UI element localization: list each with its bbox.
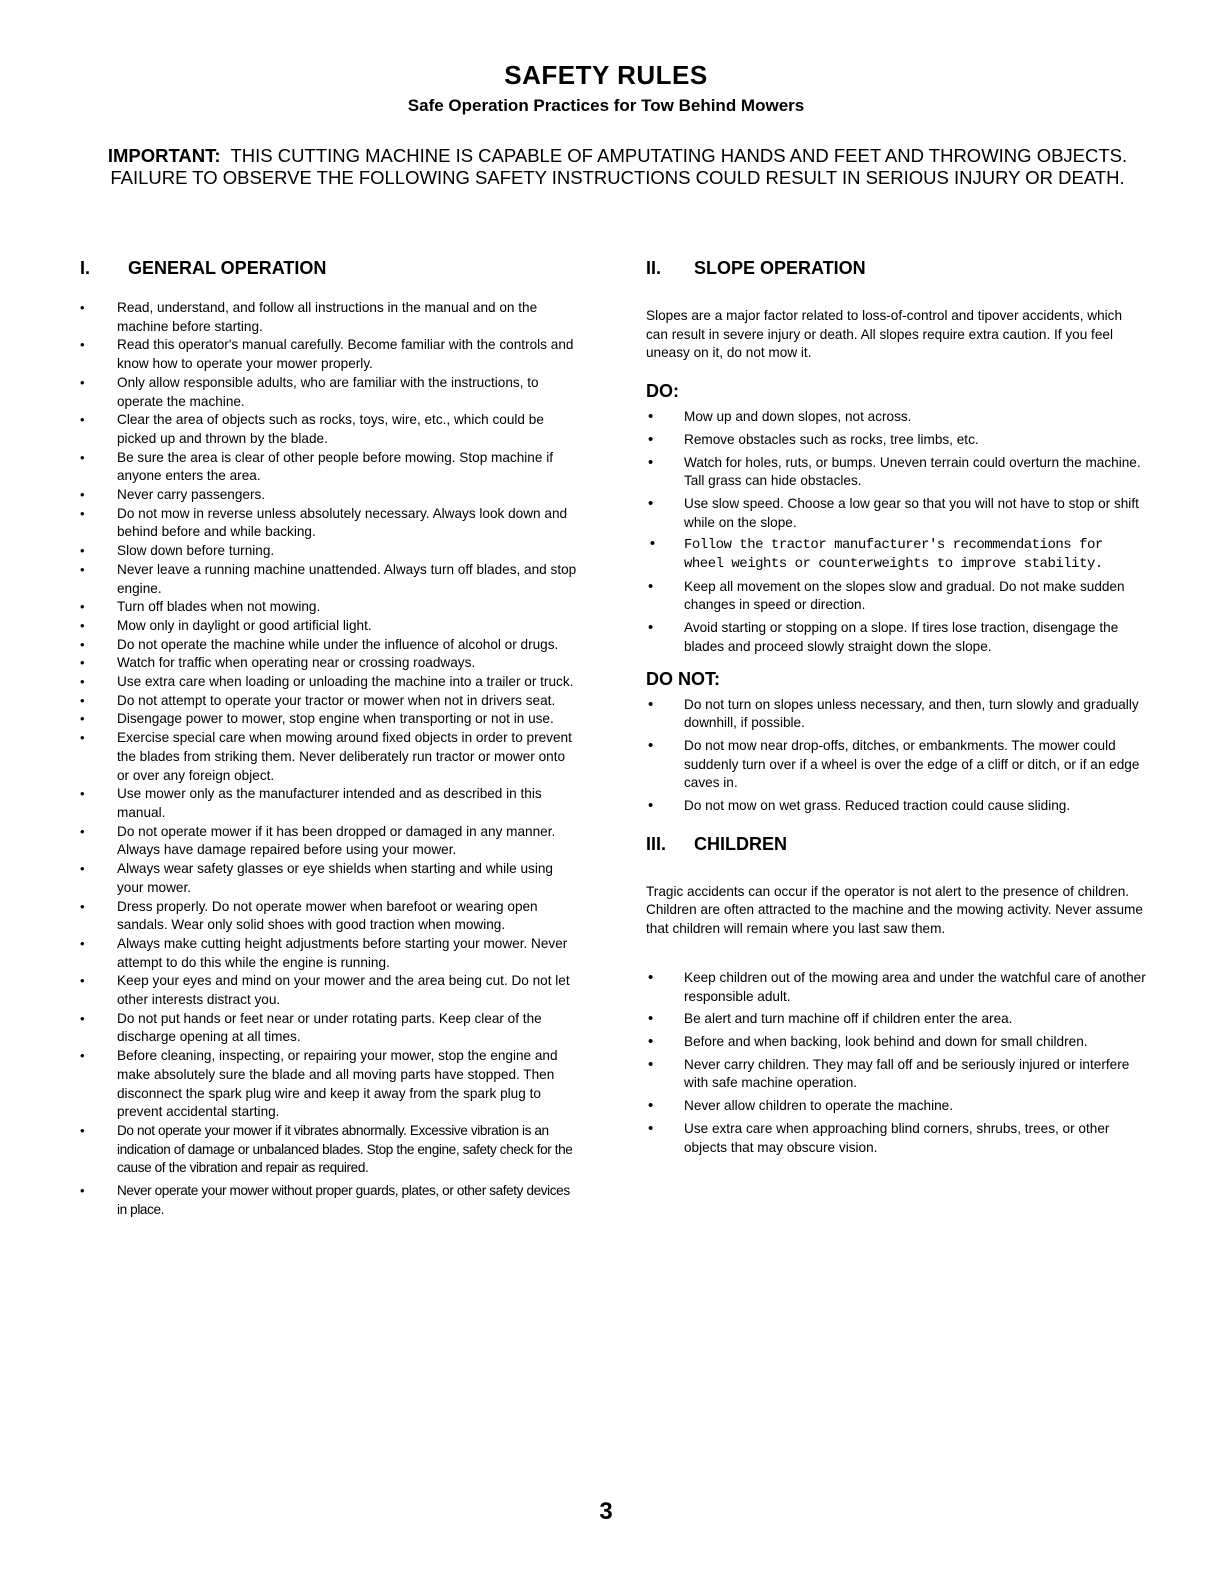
children-list <box>646 969 1146 1157</box>
list-item: • Do not mow on wet grass. Reduced traction could cause sliding. <box>646 797 1146 816</box>
slope-operation-section <box>646 258 1146 816</box>
list-item: • Avoid starting or stopping on a slope. If tires lose traction, disengage the blades and proceed slowly straight down the slope. <box>646 619 1146 656</box>
list-item: • Always wear safety glasses or eye shields when starting and while using your mower. <box>80 860 580 897</box>
list-item: • Only allow responsible adults, who are familiar with the instructions, to operate the machine. <box>80 374 580 411</box>
list-item: • Exercise special care when mowing around fixed objects in order to prevent the blades from striking them. Never deliberately run tractor or mower onto or over any foreign object. <box>80 729 580 785</box>
do-list <box>646 408 1146 656</box>
section-heading-slope <box>646 258 1146 279</box>
list-item: • Never carry passengers. <box>80 486 580 505</box>
list-item: • Always make cutting height adjustments before starting your mower. Never attempt to do this while the engine is running. <box>80 935 580 972</box>
general-operation-list <box>80 299 580 1219</box>
list-item: • Use mower only as the manufacturer intended and as described in this manual. <box>80 785 580 822</box>
list-item: • Clear the area of objects such as rocks, toys, wire, etc., which could be picked up and thrown by the blade. <box>80 411 580 448</box>
important-warning <box>95 145 1140 189</box>
list-item: • Do not mow near drop-offs, ditches, or embankments. The mower could suddenly turn over if a wheel is over the edge of a cliff or ditch, or if an edge caves in. <box>646 737 1146 793</box>
list-item: • Do not attempt to operate your tractor or mower when not in drivers seat. <box>80 692 580 711</box>
list-item: • Keep children out of the mowing area and under the watchful care of another responsible adult. <box>646 969 1146 1006</box>
list-item: • Do not mow in reverse unless absolutely necessary. Always look down and behind before and while backing. <box>80 505 580 542</box>
list-item: • Read, understand, and follow all instructions in the manual and on the machine before starting. <box>80 299 580 336</box>
list-item: • Dress properly. Do not operate mower when barefoot or wearing open sandals. Wear only solid shoes with good traction when mowing. <box>80 898 580 935</box>
section-heading-children <box>646 834 1146 855</box>
list-item: • Disengage power to mower, stop engine when transporting or not in use. <box>80 710 580 729</box>
list-item: • Keep your eyes and mind on your mower and the area being cut. Do not let other interests distract you. <box>80 972 580 1009</box>
list-item: • Follow the tractor manufacturer's recommendations for wheel weights or counterweights to improve stability. <box>646 536 1146 573</box>
list-item: • Do not put hands or feet near or under rotating parts. Keep clear of the discharge opening at all times. <box>80 1010 580 1047</box>
section-number: I. <box>80 258 91 278</box>
do-not-list <box>646 696 1146 816</box>
list-item: • Do not operate the machine while under the influence of alcohol or drugs. <box>80 636 580 655</box>
section-title: CHILDREN <box>694 833 787 854</box>
list-item: • Do not operate your mower if it vibrates abnormally. Excessive vibration is an indication of damage or unbalanced blades. Stop the engine, safety check for the cause of the vibration and repair as required. <box>80 1122 580 1178</box>
list-item: • Use extra care when approaching blind corners, shrubs, trees, or other objects that may obscure vision. <box>646 1120 1146 1157</box>
page-number: 3 <box>599 1498 613 1525</box>
important-text: THIS CUTTING MACHINE IS CAPABLE OF AMPUTATING HANDS AND FEET AND THROWING OBJECTS. FAILURE TO OBSERVE THE FOLLOWING SAFETY INSTRUCTIONS COULD RESULT IN SERIOUS INJURY OR DEATH. <box>110 145 1128 188</box>
list-item: • Never operate your mower without proper guards, plates, or other safety devices in place. <box>80 1182 580 1219</box>
list-item: • Never leave a running machine unattended. Always turn off blades, and stop engine. <box>80 561 580 598</box>
list-item: • Be sure the area is clear of other people before mowing. Stop machine if anyone enters the area. <box>80 449 580 486</box>
list-item: • Watch for holes, ruts, or bumps. Uneven terrain could overturn the machine. Tall grass can hide obstacles. <box>646 454 1146 491</box>
list-item: • Mow only in daylight or good artificial light. <box>80 617 580 636</box>
list-item: • Before and when backing, look behind and down for small children. <box>646 1033 1146 1052</box>
page-title: SAFETY RULES <box>504 60 708 90</box>
list-item: • Use extra care when loading or unloading the machine into a trailer or truck. <box>80 673 580 692</box>
list-item: • Before cleaning, inspecting, or repairing your mower, stop the engine and make absolutely sure the blade and all moving parts have stopped. Then disconnect the spark plug wire and keep it away from the spark plug to prevent accidental starting. <box>80 1047 580 1122</box>
section-number: III. <box>646 833 667 854</box>
list-item: • Do not turn on slopes unless necessary, and then, turn slowly and gradually downhill, if possible. <box>646 696 1146 733</box>
list-item: • Turn off blades when not mowing. <box>80 598 580 617</box>
important-label: IMPORTANT: <box>107 145 221 166</box>
list-item: • Keep all movement on the slopes slow and gradual. Do not make sudden changes in speed or direction. <box>646 578 1146 615</box>
slope-intro: Slopes are a major factor related to loss-of-control and tipover accidents, which can result in severe injury or death. All slopes require extra caution. If you feel uneasy on it, do not mow it. <box>646 308 1123 361</box>
do-not-heading: DO NOT: <box>646 668 720 689</box>
list-item: • Slow down before turning. <box>80 542 580 561</box>
page-subtitle: Safe Operation Practices for Tow Behind Mowers <box>407 96 805 115</box>
list-item: • Do not operate mower if it has been dropped or damaged in any manner. Always have damage repaired before using your mower. <box>80 823 580 860</box>
children-intro: Tragic accidents can occur if the operator is not alert to the presence of children. Children are often attracted to the machine and the mowing activity. Never assume that children will remain where you last saw them. <box>646 883 1143 937</box>
list-item: • Remove obstacles such as rocks, tree limbs, etc. <box>646 431 1146 450</box>
right-column <box>646 258 1146 1161</box>
list-item: • Watch for traffic when operating near or crossing roadways. <box>80 654 580 673</box>
list-item: • Never allow children to operate the machine. <box>646 1097 1146 1116</box>
general-operation-section <box>80 258 580 1219</box>
section-heading-general <box>80 258 580 279</box>
list-item: • Be alert and turn machine off if children enter the area. <box>646 1010 1146 1029</box>
list-item: • Read this operator's manual carefully. Become familiar with the controls and know how to operate your mower properly. <box>80 336 580 373</box>
list-item: • Mow up and down slopes, not across. <box>646 408 1146 427</box>
do-heading: DO: <box>646 381 679 402</box>
list-item: • Use slow speed. Choose a low gear so that you will not have to stop or shift while on the slope. <box>646 495 1146 532</box>
section-number: II. <box>646 258 662 278</box>
section-title: GENERAL OPERATION <box>128 258 327 278</box>
list-item: • Never carry children. They may fall off and be seriously injured or interfere with safe machine operation. <box>646 1056 1146 1093</box>
section-title: SLOPE OPERATION <box>694 258 866 278</box>
children-section <box>646 834 1146 1157</box>
